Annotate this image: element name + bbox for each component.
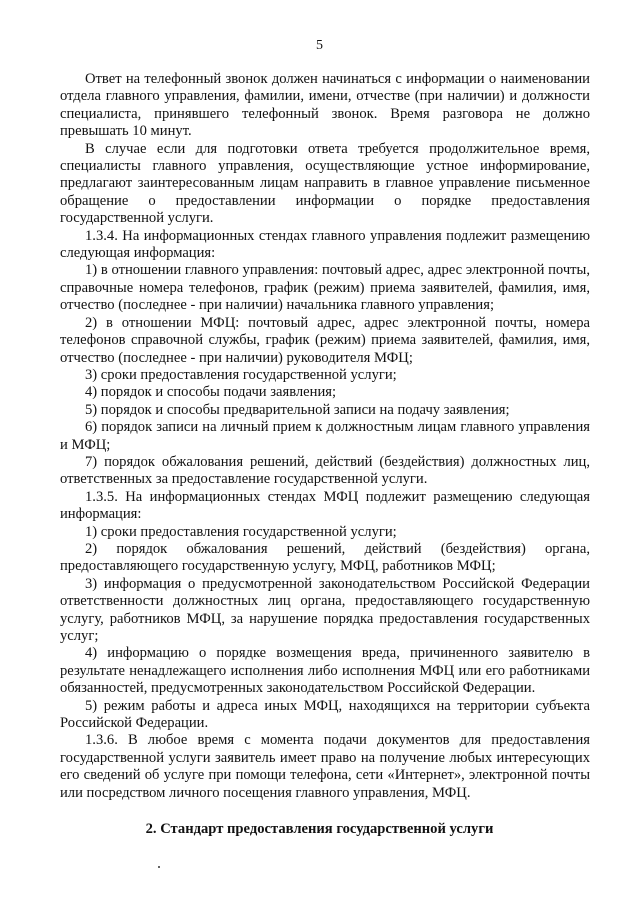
list-item-1-3-5-4: 4) информацию о порядке возмещения вреда, причиненного заявителю в результате ненадлежащего исполнения либо исполнения МФЦ или его работниками обязанностей, предусмотренных законодательством Российской Федерации. [60, 645, 590, 697]
list-item-1-3-4-6: 6) порядок записи на личный прием к должностным лицам главного управления и МФЦ; [60, 419, 590, 453]
list-item-1-3-4-5: 5) порядок и способы предварительной записи на подачу заявления; [85, 401, 510, 418]
list-item-1-3-4-3: 3) сроки предоставления государственной услуги; [85, 366, 397, 383]
list-item-1-3-4-2: 2) в отношении МФЦ: почтовый адрес, адрес электронной почты, номера телефонов справочной службы, график (режим) приема заявителей, фамилия, имя, отчество (последнее - при наличии) руководителя МФЦ; [60, 314, 590, 366]
paragraph-1-3-5: 1.3.5. На информационных стендах МФЦ подлежит размещению следующая информация: [60, 488, 590, 523]
list-item-1-3-5-1: 1) сроки предоставления государственной услуги; [85, 523, 397, 540]
list-item-1-3-5-5: 5) режим работы и адреса иных МФЦ, находящихся на территории субъекта Российской Федерации. [60, 697, 590, 732]
section-heading: 2. Стандарт предоставления государственной услуги [145, 821, 494, 837]
paragraph-written-request: В случае если для подготовки ответа требуется продолжительное время, специалисты главного управления, осуществляющие устное информирование, предлагают заинтересованным лицам направить в главное управление письменное обращение о предоставлении информации о порядке предоставления государственной услуги. [60, 140, 590, 227]
list-item-1-3-4-4: 4) порядок и способы подачи заявления; [85, 384, 337, 401]
list-item-1-3-4-7: 7) порядок обжалования решений, действий (бездействия) должностных лиц, ответственных за предоставление государственной услуги. [60, 453, 590, 488]
paragraph-1-3-4: 1.3.4. На информационных стендах главного управления подлежит размещению следующая информация: [60, 227, 590, 262]
list-item-1-3-4-1: 1) в отношении главного управления: почтовый адрес, адрес электронной почты, справочные номера телефонов, график (режим) приема заявителей, фамилия, имя, отчество (последнее - при наличии) начальника главного управления; [60, 262, 590, 314]
scan-speck [158, 866, 160, 868]
paragraph-1-3-6: 1.3.6. В любое время с момента подачи документов для предоставления государственной услуги заявитель имеет право на получение любых интересующих его сведений об услуге при помощи телефона, сети «Интернет», электронной почты или посредством личного посещения главного управления, МФЦ. [60, 732, 590, 801]
paragraph-phone-answer: Ответ на телефонный звонок должен начинаться с информации о наименовании отдела главного управления, фамилии, имени, отчестве (при наличии) и должности специалиста, принявшего телефонный звонок. Время разговора не должно превышать 10 минут. [60, 71, 590, 140]
list-item-1-3-5-3: 3) информация о предусмотренной законодательством Российской Федерации ответственности должностных лиц органа, предоставляющего государственную услугу, работников МФЦ, за нарушение порядка предоставления государственных услуг; [60, 575, 590, 644]
body-text [60, 71, 590, 802]
list-item-1-3-5-2: 2) порядок обжалования решений, действий (бездействия) органа, предоставляющего государственную услугу, МФЦ, работников МФЦ; [60, 540, 590, 575]
page-number: 5 [316, 38, 323, 53]
